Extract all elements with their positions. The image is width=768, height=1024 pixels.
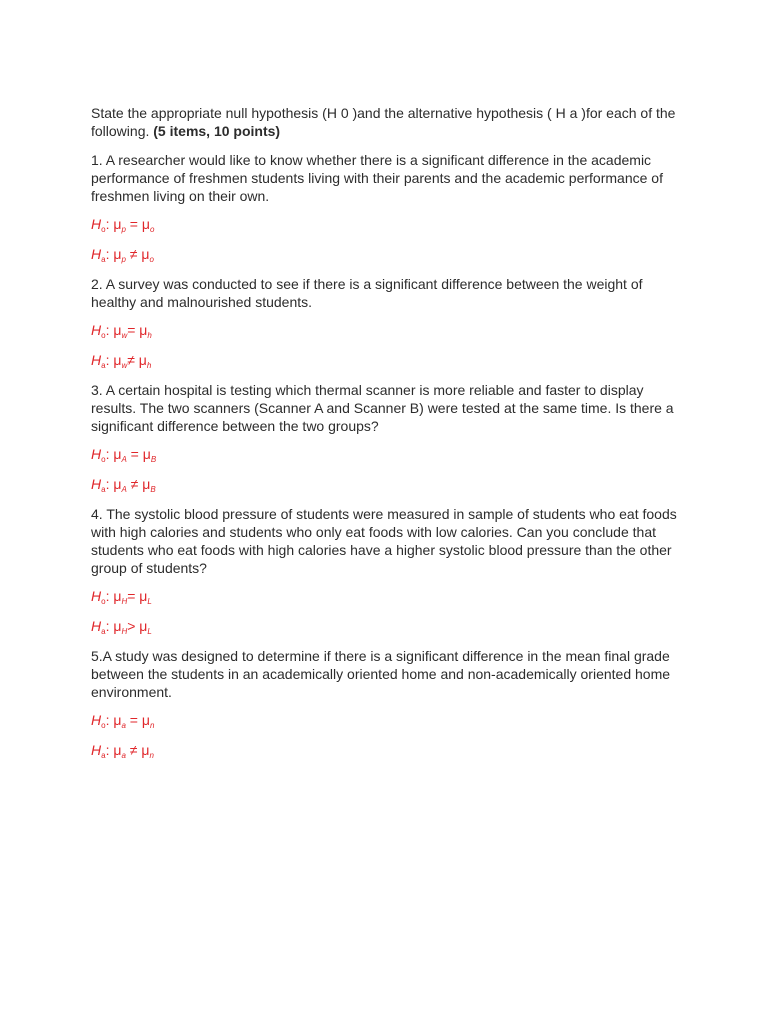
question-text: 5.A study was designed to determine if there is a significant difference in the mean final grade between the students in an academically oriented home and non-academically oriented home environment.: [91, 648, 671, 700]
question-item-4: [91, 505, 691, 635]
question-text: 4. The systolic blood pressure of students were measured in sample of students who eat foods with high calories and students who only eat foods with low calories. Can you conclude that students who eat foods with high calories have a higher systolic blood pressure than the other group of students?: [91, 506, 677, 576]
null-hypothesis: $H_o$: $\mu_a = \mu_n$: [91, 712, 155, 730]
instructions-text: State the appropriate null hypothesis (H 0 )and the alternative hypothesis ( H a )for each of the following.: [91, 105, 676, 139]
alternative-hypothesis: $H_a$: $\mu_A \ne \mu_B$: [91, 476, 156, 494]
question-text: 2. A survey was conducted to see if there is a significant difference between the weight of healthy and malnourished students.: [91, 276, 643, 310]
null-hypothesis: $H_o$: $\mu_w= \mu_h$: [91, 322, 152, 340]
null-hypothesis: $H_o$: $\mu_p = \mu_o$: [91, 216, 155, 234]
question-item-1: [91, 151, 691, 263]
instructions: [91, 104, 691, 140]
alternative-hypothesis: $H_a$: $\mu_a \ne \mu_n$: [91, 742, 154, 760]
null-hypothesis: $H_o$: $\mu_A = \mu_B$: [91, 446, 157, 464]
null-hypothesis: $H_o$: $\mu_H= \mu_L$: [91, 588, 152, 606]
alternative-hypothesis: $H_a$: $\mu_H> \mu_L$: [91, 618, 152, 636]
question-text: 1. A researcher would like to know whether there is a significant difference in the academic performance of freshmen students living with their parents and the academic performance of freshmen living on their own.: [91, 152, 663, 204]
question-text: 3. A certain hospital is testing which thermal scanner is more reliable and faster to display results. The two scanners (Scanner A and Scanner B) were tested at the same time. Is there a significant difference between the two groups?: [91, 382, 674, 434]
question-item-5: [91, 647, 691, 759]
question-item-2: [91, 275, 691, 369]
document-page: [91, 104, 691, 771]
alternative-hypothesis: $H_a$: $\mu_w\ne \mu_h$: [91, 352, 152, 370]
question-item-3: [91, 381, 691, 493]
alternative-hypothesis: $H_a$: $\mu_p \ne \mu_o$: [91, 246, 154, 264]
points-label: (5 items, 10 points): [153, 123, 281, 139]
